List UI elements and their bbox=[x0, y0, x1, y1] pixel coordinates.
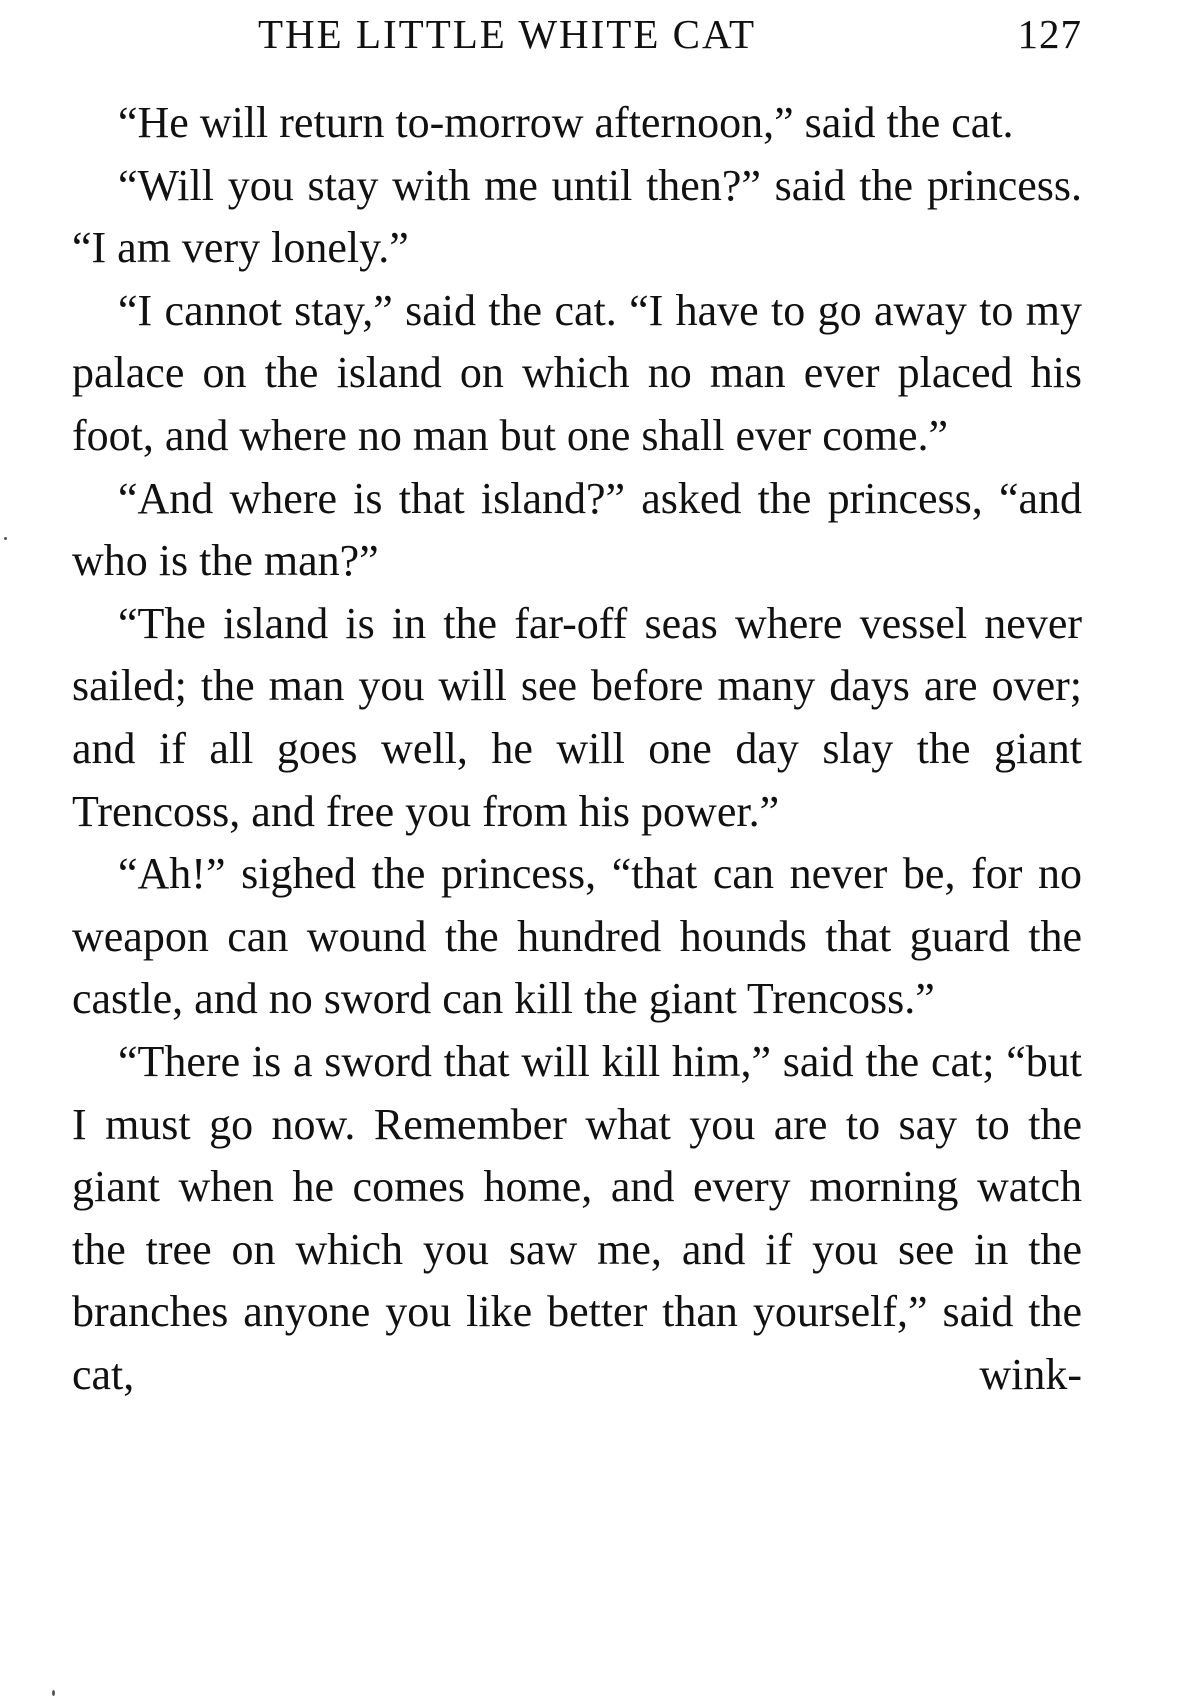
paragraph: “Ah!” sighed the princess, “that can never be, for no weapon can wound the hundred hounds that guard the castle, and no sword can kill the giant Trencoss.” bbox=[72, 849, 1082, 1024]
paragraph: “I cannot stay,” said the cat. “I have to go away to my palace on the island on which no man ever placed his foot, and where no man but one shall ever come.” bbox=[72, 285, 1082, 460]
ink-speck bbox=[52, 1690, 55, 1696]
paragraph: “He will return to-morrow afternoon,” said the cat. bbox=[118, 98, 1014, 147]
body-text bbox=[72, 92, 1082, 1406]
paragraph: “And where is that island?” asked the princess, “and who is the man?” bbox=[72, 473, 1082, 586]
page-number: 127 bbox=[1017, 11, 1082, 57]
running-head bbox=[72, 10, 1082, 70]
paragraph: “Will you stay with me until then?” said the princess. “I am very lonely.” bbox=[72, 160, 1082, 273]
paragraph: “There is a sword that will kill him,” said the cat; “but I must go now. Remember what you are to say to the giant when he comes home, and every morning watch the tree on which you saw me, and if you see in the branches anyone you like better than yourself,” said the cat, wink- bbox=[72, 1036, 1082, 1399]
ink-speck bbox=[4, 537, 7, 540]
paragraph: “The island is in the far-off seas where vessel never sailed; the man you will see before many days are over; and if all goes well, he will one day slay the giant Trencoss, and free you from his power.” bbox=[72, 598, 1082, 836]
running-title: THE LITTLE WHITE CAT bbox=[258, 11, 757, 57]
